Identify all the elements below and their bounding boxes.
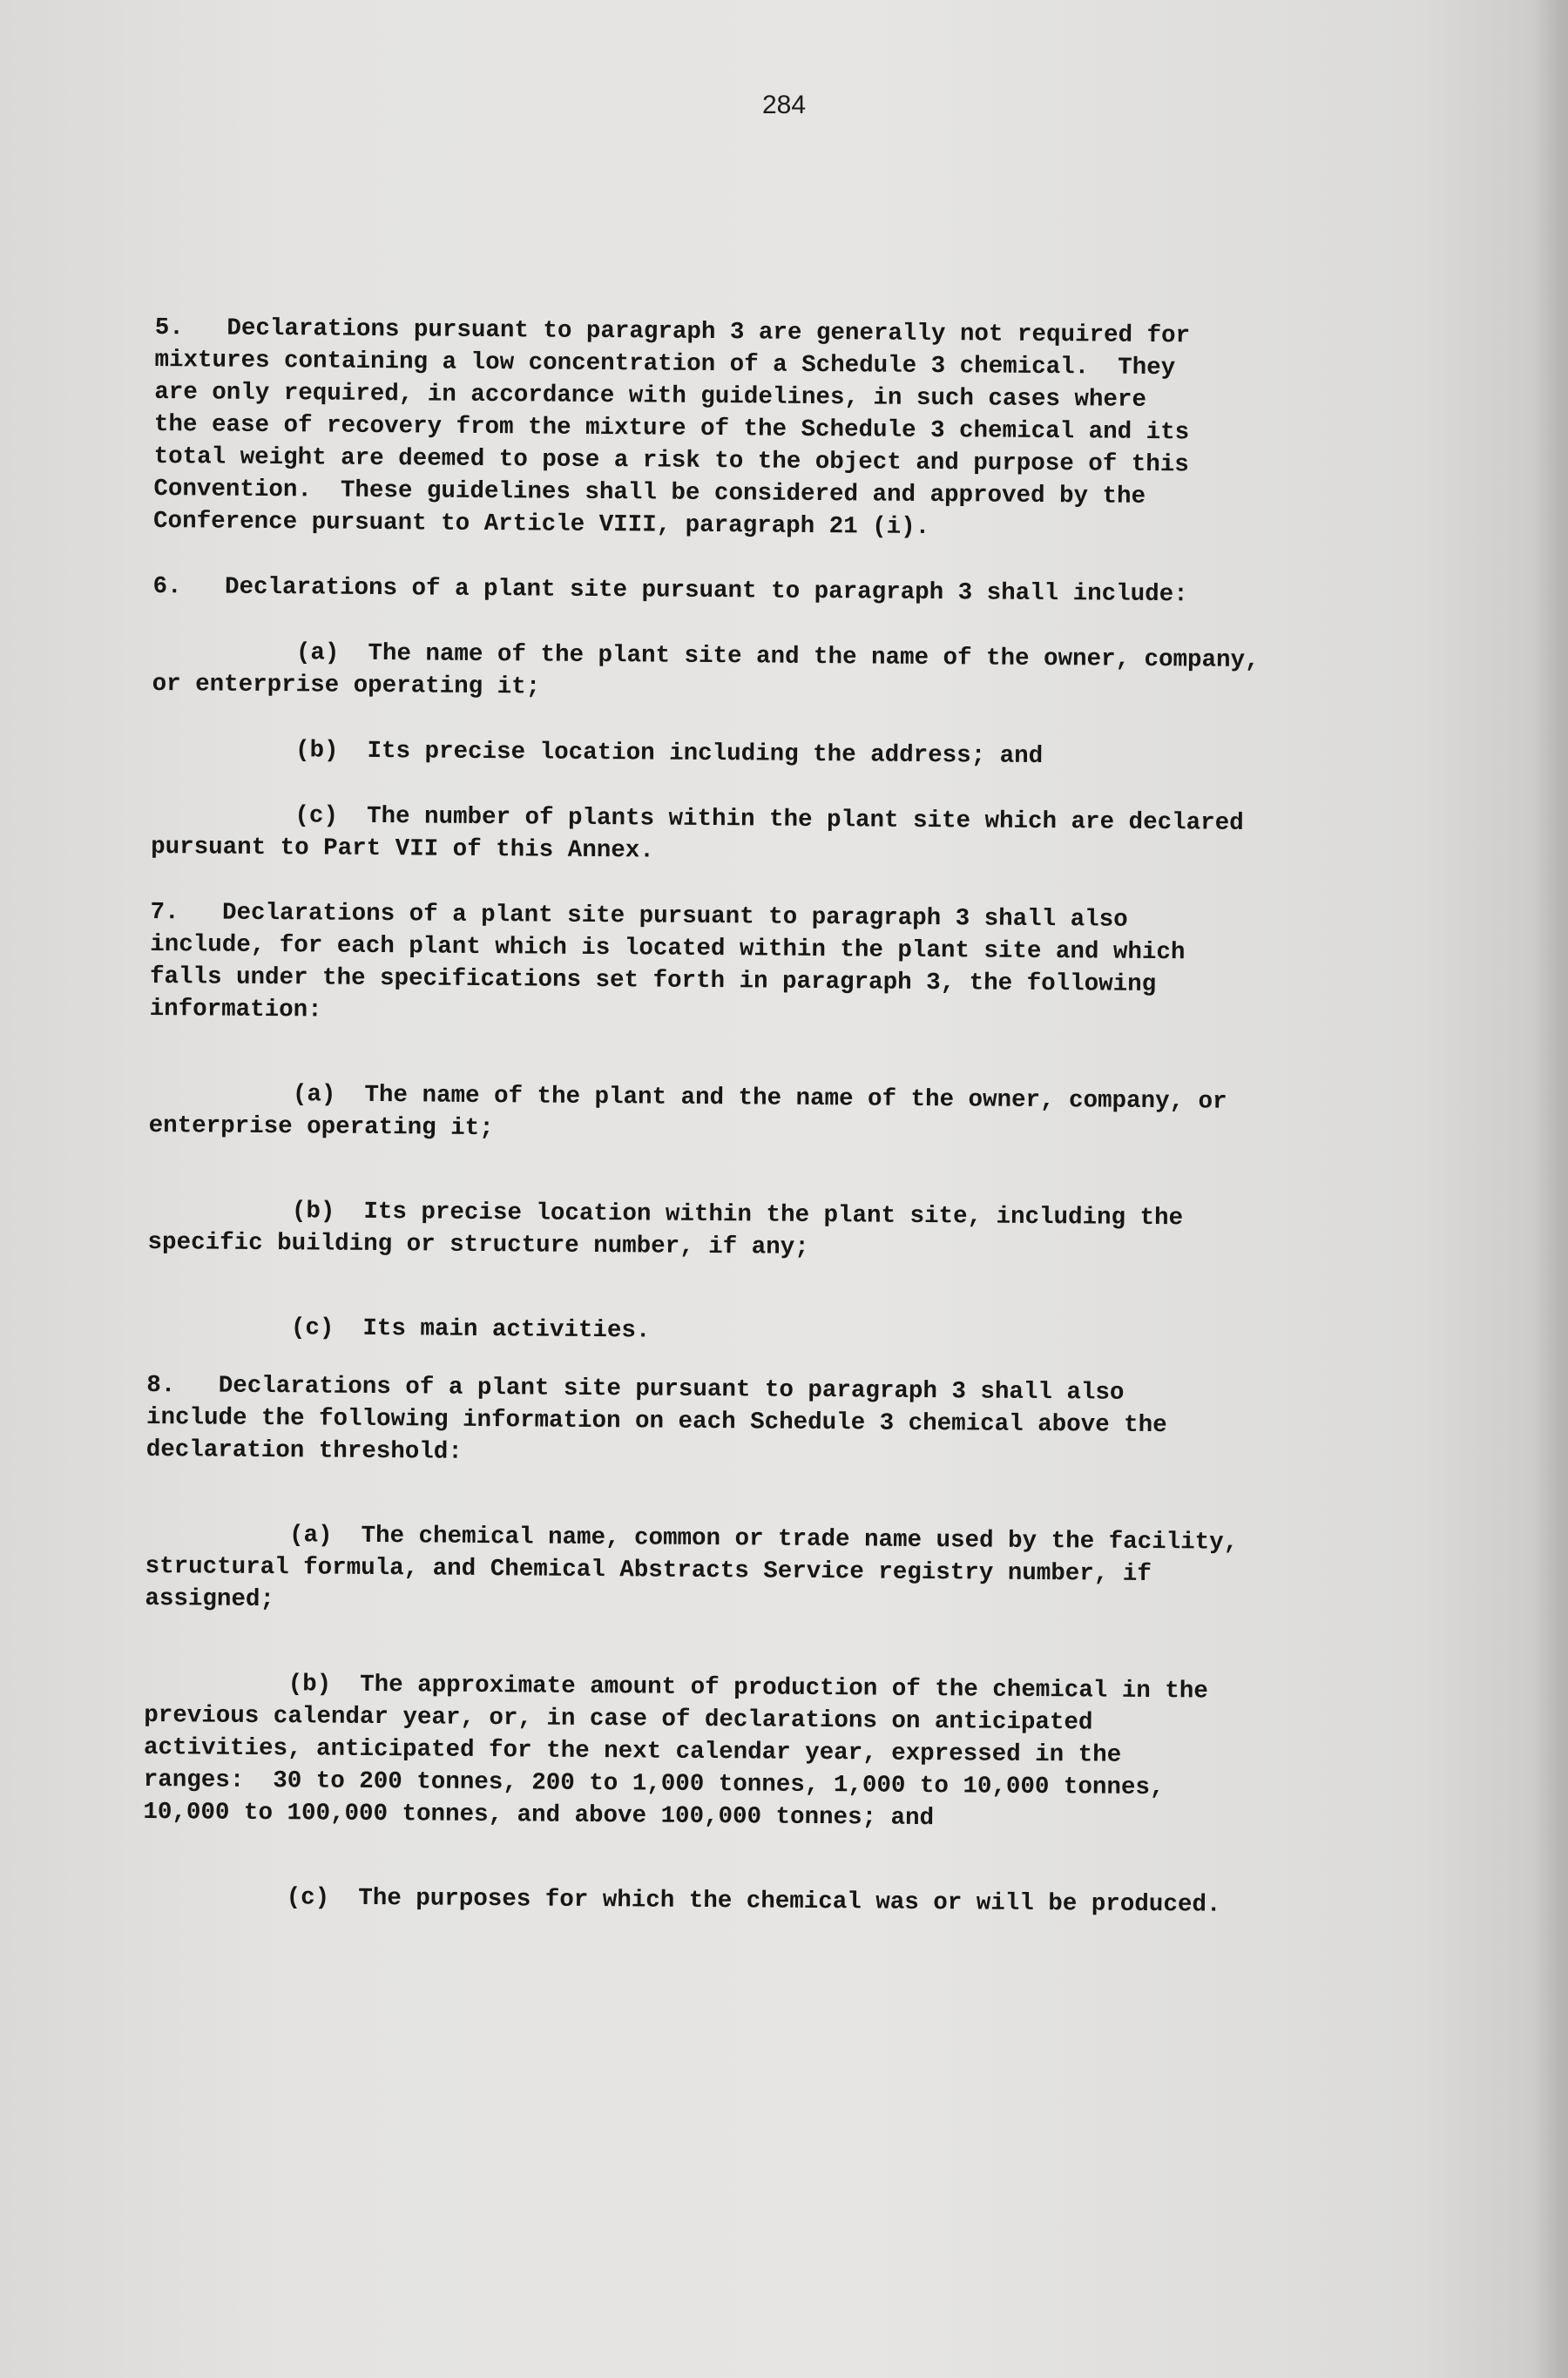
text-line: specific building or structure number, if any; — [147, 1228, 809, 1261]
text-line: or enterprise operating it; — [152, 670, 541, 701]
text-line: 10,000 to 100,000 tonnes, and above 100,000 tonnes; and — [143, 1798, 935, 1833]
text-line: previous calendar year, or, in case of declarations on anticipated — [144, 1701, 1093, 1737]
paragraph-8b — [143, 1667, 1381, 1838]
text-line: Convention. These guidelines shall be considered and approved by the — [153, 475, 1146, 510]
text-line: enterprise operating it; — [148, 1111, 494, 1143]
paragraph-6c — [151, 799, 1389, 873]
text-line: (a) The chemical name, common or trade name used by the facility, — [145, 1520, 1239, 1557]
paragraph-6a — [152, 636, 1389, 710]
text-line: (b) Its precise location including the address; and — [151, 735, 1044, 771]
text-line: Conference pursuant to Article VIII, paragraph 21 (i). — [152, 507, 930, 541]
paragraph-8a — [145, 1518, 1382, 1625]
text-line: assigned; — [145, 1584, 275, 1614]
text-line: include the following information on each Schedule 3 chemical above the — [145, 1403, 1167, 1440]
text-line: mixtures containing a low concentration of a Schedule 3 chemical. They — [154, 346, 1176, 382]
text-line: (a) The name of the plant site and the name of the owner, company, — [152, 638, 1260, 674]
paragraph-7 — [150, 896, 1388, 1035]
text-line: structural formula, and Chemical Abstracts Service registry number, if — [145, 1552, 1152, 1589]
text-line: (c) The purposes for which the chemical was or will be produced. — [142, 1882, 1221, 1919]
text-line: include, for each plant which is located within the plant site and which — [150, 930, 1186, 967]
text-line: information: — [149, 995, 322, 1024]
text-line: 5. Declarations pursuant to paragraph 3 are generally not required for — [154, 314, 1191, 350]
text-line: the ease of recovery from the mixture of the Schedule 3 chemical and its — [153, 410, 1190, 447]
text-line: pursuant to Part VII of this Annex. — [151, 833, 654, 865]
text-line: are only required, in accordance with guidelines, in such cases where — [154, 378, 1147, 414]
text-line: (b) The approximate amount of production of the chemical in the — [144, 1669, 1208, 1706]
paragraph-7a — [149, 1078, 1387, 1152]
paragraph-5 — [153, 312, 1392, 547]
text-line: 8. Declarations of a plant site pursuant to paragraph 3 shall also — [146, 1371, 1125, 1407]
paragraph-7b — [147, 1194, 1385, 1268]
text-line: falls under the specifications set forth in paragraph 3, the following — [149, 963, 1157, 999]
paragraph-8 — [146, 1369, 1384, 1476]
text-line: ranges: 30 to 200 tonnes, 200 to 1,000 tonnes, 1,000 to 10,000 tonnes, — [143, 1766, 1165, 1802]
text-line: 7. Declarations of a plant site pursuant to paragraph 3 shall also — [150, 898, 1128, 934]
text-line: (a) The name of the plant and the name of the owner, company, or — [148, 1079, 1227, 1116]
text-line: 6. Declarations of a plant site pursuant to paragraph 3 shall include: — [152, 572, 1188, 609]
page-number: 284 — [761, 91, 807, 119]
text-line: total weight are deemed to pose a risk to the object and purpose of this — [153, 442, 1189, 479]
text-line: declaration threshold: — [145, 1436, 463, 1466]
text-line: (b) Its precise location within the plant site, including the — [147, 1196, 1184, 1233]
document-body — [143, 312, 1392, 1922]
text-line: (c) Its main activities. — [146, 1313, 651, 1345]
text-line: activities, anticipated for the next calendar year, expressed in the — [143, 1733, 1122, 1769]
text-line: (c) The number of plants within the plant site which are declared — [151, 801, 1244, 837]
